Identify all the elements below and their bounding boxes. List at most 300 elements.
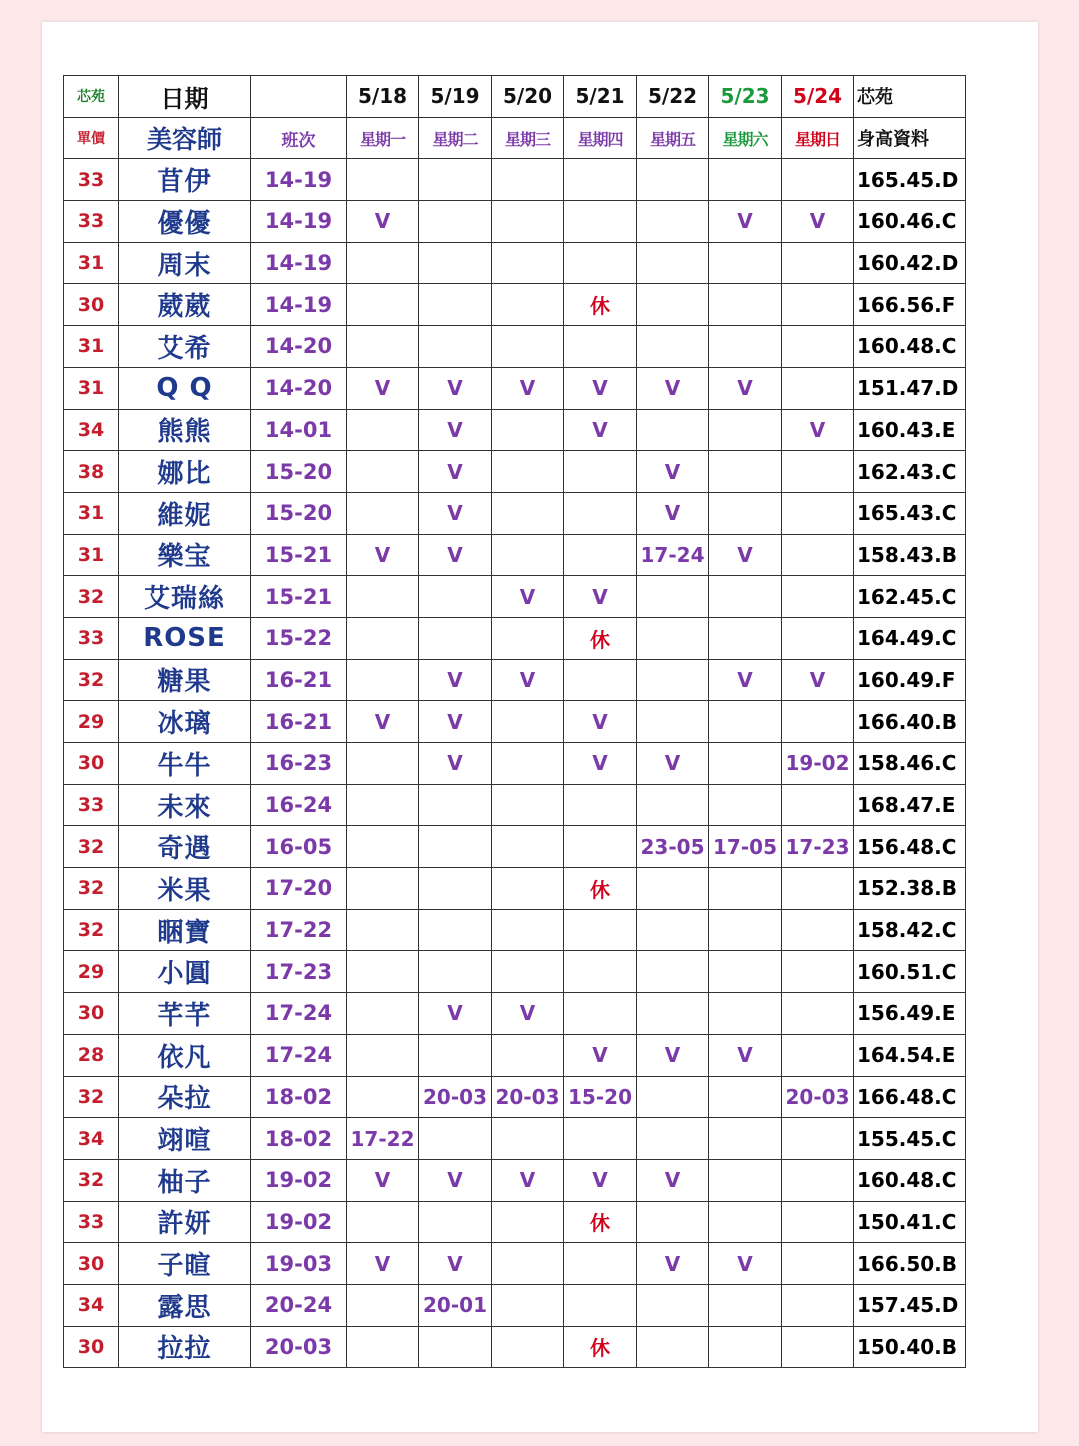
schedule-cell: [564, 1284, 637, 1326]
table-row: [64, 1118, 966, 1160]
price-cell: 33: [64, 1201, 119, 1243]
shift-cell: 14-20: [251, 326, 347, 368]
beautician-name-cell: 米果: [119, 868, 251, 910]
schedule-cell: [782, 617, 854, 659]
table-row: [64, 1201, 966, 1243]
beautician-name-cell: 子暄: [119, 1243, 251, 1285]
height-cell: 156.48.C: [854, 826, 966, 868]
table-row: [64, 617, 966, 659]
schedule-cell: [419, 909, 492, 951]
schedule-cell: V: [492, 576, 564, 618]
table-row: [64, 784, 966, 826]
shift-cell: 15-21: [251, 576, 347, 618]
schedule-cell: V: [419, 451, 492, 493]
schedule-cell: [492, 284, 564, 326]
table-row: [64, 868, 966, 910]
day-header-4: 星期四: [564, 117, 637, 159]
schedule-cell: [347, 743, 419, 785]
schedule-cell: [492, 1118, 564, 1160]
schedule-cell: [782, 909, 854, 951]
schedule-cell: V: [637, 492, 709, 534]
shift-cell: 14-19: [251, 242, 347, 284]
beautician-name-cell: 拉拉: [119, 1326, 251, 1368]
schedule-cell: [637, 159, 709, 201]
beautician-name-cell: 艾瑞絲: [119, 576, 251, 618]
schedule-cell: [564, 659, 637, 701]
table-row: [64, 951, 966, 993]
day-header-1: 星期一: [347, 117, 419, 159]
schedule-cell: [492, 201, 564, 243]
beautician-name-cell: 芊芊: [119, 993, 251, 1035]
schedule-cell: V: [709, 534, 782, 576]
beautician-name-cell: 未來: [119, 784, 251, 826]
schedule-cell: [709, 1201, 782, 1243]
shift-cell: 18-02: [251, 1076, 347, 1118]
price-cell: 33: [64, 159, 119, 201]
schedule-cell: [564, 159, 637, 201]
beautician-name-cell: 牛牛: [119, 743, 251, 785]
schedule-cell: [782, 1201, 854, 1243]
schedule-cell: [782, 492, 854, 534]
schedule-cell: V: [564, 1159, 637, 1201]
schedule-cell: [347, 826, 419, 868]
schedule-cell: V: [492, 993, 564, 1035]
schedule-cell: [419, 1201, 492, 1243]
price-cell: 32: [64, 1159, 119, 1201]
schedule-cell: [709, 492, 782, 534]
price-cell: 31: [64, 367, 119, 409]
schedule-cell: [782, 367, 854, 409]
shift-cell: 14-19: [251, 159, 347, 201]
price-cell: 28: [64, 1034, 119, 1076]
schedule-cell: [709, 451, 782, 493]
price-cell: 30: [64, 284, 119, 326]
date-label: 日期: [119, 76, 251, 118]
price-cell: 33: [64, 201, 119, 243]
schedule-cell: [419, 242, 492, 284]
schedule-cell: 19-02: [782, 743, 854, 785]
price-cell: 30: [64, 743, 119, 785]
day-header-5: 星期五: [637, 117, 709, 159]
schedule-cell: [492, 1243, 564, 1285]
schedule-cell: V: [564, 743, 637, 785]
schedule-cell: [564, 201, 637, 243]
schedule-cell: V: [709, 201, 782, 243]
price-cell: 32: [64, 1076, 119, 1118]
schedule-cell: [709, 1076, 782, 1118]
beautician-name-cell: 優優: [119, 201, 251, 243]
price-cell: 29: [64, 951, 119, 993]
shift-cell: 19-02: [251, 1159, 347, 1201]
height-cell: 162.45.C: [854, 576, 966, 618]
price-cell: 32: [64, 909, 119, 951]
schedule-cell: [782, 1326, 854, 1368]
schedule-cell: [709, 784, 782, 826]
schedule-cell: V: [347, 534, 419, 576]
schedule-cell: [419, 1034, 492, 1076]
table-row: [64, 701, 966, 743]
shift-cell: 19-02: [251, 1201, 347, 1243]
schedule-cell: V: [782, 409, 854, 451]
schedule-cell: [709, 701, 782, 743]
beautician-name-cell: 苜伊: [119, 159, 251, 201]
schedule-cell: [782, 242, 854, 284]
schedule-cell: V: [637, 1243, 709, 1285]
beautician-name-cell: 依凡: [119, 1034, 251, 1076]
price-cell: 38: [64, 451, 119, 493]
schedule-cell: [347, 993, 419, 1035]
schedule-cell: V: [637, 1159, 709, 1201]
height-cell: 166.40.B: [854, 701, 966, 743]
schedule-cell: [347, 1076, 419, 1118]
schedule-cell: [564, 492, 637, 534]
schedule-cell: [709, 242, 782, 284]
price-cell: 29: [64, 701, 119, 743]
schedule-cell: [492, 743, 564, 785]
date-header-2: 5/19: [419, 76, 492, 118]
schedule-cell: V: [564, 367, 637, 409]
shift-cell: 17-20: [251, 868, 347, 910]
schedule-cell: [419, 826, 492, 868]
schedule-cell: 17-22: [347, 1118, 419, 1160]
height-cell: 158.42.C: [854, 909, 966, 951]
beautician-name-cell: 娜比: [119, 451, 251, 493]
schedule-cell: V: [347, 1243, 419, 1285]
beautician-name-cell: 翊喧: [119, 1118, 251, 1160]
schedule-cell: [492, 534, 564, 576]
schedule-cell: 15-20: [564, 1076, 637, 1118]
schedule-cell: [709, 409, 782, 451]
schedule-cell: 休: [564, 284, 637, 326]
height-cell: 150.40.B: [854, 1326, 966, 1368]
schedule-cell: 休: [564, 1201, 637, 1243]
schedule-cell: [637, 909, 709, 951]
schedule-cell: V: [637, 451, 709, 493]
height-cell: 164.54.E: [854, 1034, 966, 1076]
schedule-cell: [782, 784, 854, 826]
price-cell: 31: [64, 242, 119, 284]
price-cell: 33: [64, 617, 119, 659]
schedule-cell: [782, 1118, 854, 1160]
shift-cell: 14-20: [251, 367, 347, 409]
shift-cell: 17-23: [251, 951, 347, 993]
schedule-cell: [564, 1118, 637, 1160]
schedule-cell: [492, 868, 564, 910]
schedule-cell: [492, 1034, 564, 1076]
schedule-cell: [492, 326, 564, 368]
schedule-cell: [709, 617, 782, 659]
beautician-name-cell: 樂宝: [119, 534, 251, 576]
schedule-cell: [637, 868, 709, 910]
schedule-cell: 休: [564, 868, 637, 910]
schedule-cell: 20-03: [419, 1076, 492, 1118]
price-cell: 30: [64, 1326, 119, 1368]
schedule-cell: V: [419, 743, 492, 785]
schedule-cell: [564, 326, 637, 368]
height-cell: 152.38.B: [854, 868, 966, 910]
table-row: [64, 993, 966, 1035]
schedule-cell: V: [419, 659, 492, 701]
schedule-cell: [564, 451, 637, 493]
schedule-table: [63, 75, 966, 1368]
table-row: [64, 409, 966, 451]
schedule-cell: [419, 201, 492, 243]
schedule-cell: V: [419, 534, 492, 576]
schedule-cell: V: [492, 659, 564, 701]
height-cell: 160.51.C: [854, 951, 966, 993]
schedule-cell: V: [637, 1034, 709, 1076]
schedule-cell: [347, 784, 419, 826]
schedule-cell: 20-03: [782, 1076, 854, 1118]
table-row: [64, 242, 966, 284]
shift-cell: 16-23: [251, 743, 347, 785]
date-header-5: 5/22: [637, 76, 709, 118]
table-row: [64, 201, 966, 243]
beautician-name-cell: 柚子: [119, 1159, 251, 1201]
schedule-cell: [347, 1201, 419, 1243]
shift-cell: 17-22: [251, 909, 347, 951]
date-header-6: 5/23: [709, 76, 782, 118]
schedule-cell: 17-24: [637, 534, 709, 576]
schedule-cell: [419, 576, 492, 618]
schedule-cell: [492, 409, 564, 451]
schedule-cell: [564, 1243, 637, 1285]
price-cell: 31: [64, 492, 119, 534]
schedule-cell: [492, 784, 564, 826]
schedule-cell: [419, 1118, 492, 1160]
schedule-cell: [709, 909, 782, 951]
shift-cell: 16-05: [251, 826, 347, 868]
shift-cell: 15-20: [251, 492, 347, 534]
price-cell: 32: [64, 826, 119, 868]
header-row-days: [64, 117, 966, 159]
schedule-cell: [782, 951, 854, 993]
shift-cell: 19-03: [251, 1243, 347, 1285]
schedule-cell: 20-01: [419, 1284, 492, 1326]
height-cell: 160.42.D: [854, 242, 966, 284]
schedule-cell: V: [347, 201, 419, 243]
schedule-cell: [492, 242, 564, 284]
schedule-cell: [709, 1159, 782, 1201]
schedule-cell: [347, 1326, 419, 1368]
schedule-cell: [637, 617, 709, 659]
schedule-cell: [347, 451, 419, 493]
shift-cell: 16-24: [251, 784, 347, 826]
schedule-cell: [419, 159, 492, 201]
table-row: [64, 159, 966, 201]
height-cell: 158.43.B: [854, 534, 966, 576]
shift-cell: 15-22: [251, 617, 347, 659]
schedule-cell: [347, 659, 419, 701]
schedule-cell: V: [419, 492, 492, 534]
shift-cell: 16-21: [251, 701, 347, 743]
height-cell: 160.46.C: [854, 201, 966, 243]
schedule-cell: [637, 1201, 709, 1243]
price-cell: 32: [64, 868, 119, 910]
schedule-cell: [782, 1243, 854, 1285]
schedule-cell: V: [419, 701, 492, 743]
shift-cell: 20-24: [251, 1284, 347, 1326]
schedule-cell: [637, 659, 709, 701]
schedule-cell: [782, 576, 854, 618]
price-cell: 32: [64, 576, 119, 618]
schedule-cell: V: [419, 409, 492, 451]
schedule-sheet: [42, 22, 1038, 1432]
table-row: [64, 534, 966, 576]
price-cell: 34: [64, 1284, 119, 1326]
schedule-cell: V: [419, 367, 492, 409]
schedule-cell: 17-05: [709, 826, 782, 868]
schedule-cell: [564, 826, 637, 868]
schedule-cell: 休: [564, 1326, 637, 1368]
shift-cell: 15-21: [251, 534, 347, 576]
height-cell: 151.47.D: [854, 367, 966, 409]
schedule-cell: [492, 1201, 564, 1243]
schedule-cell: [709, 576, 782, 618]
schedule-cell: [492, 909, 564, 951]
table-row: [64, 659, 966, 701]
schedule-cell: 20-03: [492, 1076, 564, 1118]
schedule-cell: [709, 1326, 782, 1368]
shift-cell: 20-03: [251, 1326, 347, 1368]
price-cell: 34: [64, 409, 119, 451]
schedule-cell: [492, 826, 564, 868]
date-header-3: 5/20: [492, 76, 564, 118]
schedule-cell: V: [637, 743, 709, 785]
schedule-cell: [709, 743, 782, 785]
schedule-cell: [347, 1034, 419, 1076]
beautician-name-cell: 睏寶: [119, 909, 251, 951]
schedule-cell: V: [709, 1243, 782, 1285]
header-row-dates: [64, 76, 966, 118]
height-cell: 165.43.C: [854, 492, 966, 534]
schedule-cell: [492, 701, 564, 743]
schedule-cell: V: [709, 367, 782, 409]
day-header-7: 星期日: [782, 117, 854, 159]
price-cell: 32: [64, 659, 119, 701]
schedule-cell: [419, 951, 492, 993]
schedule-cell: [782, 993, 854, 1035]
schedule-cell: V: [782, 659, 854, 701]
shift-cell: 14-01: [251, 409, 347, 451]
schedule-cell: [709, 326, 782, 368]
height-cell: 157.45.D: [854, 1284, 966, 1326]
schedule-cell: [347, 492, 419, 534]
schedule-cell: V: [419, 993, 492, 1035]
schedule-cell: [709, 868, 782, 910]
schedule-cell: [419, 1326, 492, 1368]
height-cell: 156.49.E: [854, 993, 966, 1035]
schedule-cell: [347, 617, 419, 659]
schedule-cell: [709, 951, 782, 993]
schedule-cell: [492, 159, 564, 201]
schedule-cell: V: [637, 367, 709, 409]
schedule-cell: [564, 909, 637, 951]
schedule-cell: [492, 451, 564, 493]
schedule-cell: [637, 1076, 709, 1118]
beautician-name-cell: 冰璃: [119, 701, 251, 743]
beautician-name-cell: 艾希: [119, 326, 251, 368]
height-cell: 158.46.C: [854, 743, 966, 785]
beautician-name-cell: 小圓: [119, 951, 251, 993]
header-blank-cell: [251, 76, 347, 118]
height-cell: 166.50.B: [854, 1243, 966, 1285]
schedule-cell: [637, 284, 709, 326]
schedule-cell: [492, 1326, 564, 1368]
height-cell: 165.45.D: [854, 159, 966, 201]
schedule-cell: [637, 951, 709, 993]
price-cell: 30: [64, 993, 119, 1035]
schedule-cell: [419, 326, 492, 368]
price-cell: 33: [64, 784, 119, 826]
schedule-cell: [419, 784, 492, 826]
schedule-cell: [637, 201, 709, 243]
schedule-cell: [347, 576, 419, 618]
table-row: [64, 451, 966, 493]
shift-cell: 14-19: [251, 201, 347, 243]
beautician-name-cell: 維妮: [119, 492, 251, 534]
shift-label: 班次: [251, 117, 347, 159]
schedule-cell: [637, 326, 709, 368]
schedule-cell: V: [564, 1034, 637, 1076]
price-cell: 30: [64, 1243, 119, 1285]
beautician-name-cell: ROSE: [119, 617, 251, 659]
table-row: [64, 326, 966, 368]
schedule-cell: [782, 701, 854, 743]
height-cell: 162.43.C: [854, 451, 966, 493]
table-row: [64, 1034, 966, 1076]
beautician-name-cell: 許妍: [119, 1201, 251, 1243]
schedule-cell: [492, 1284, 564, 1326]
schedule-cell: [419, 284, 492, 326]
schedule-cell: [347, 159, 419, 201]
beautician-name-cell: Q Q: [119, 367, 251, 409]
table-row: [64, 367, 966, 409]
date-header-7: 5/24: [782, 76, 854, 118]
table-row: [64, 492, 966, 534]
height-cell: 160.43.E: [854, 409, 966, 451]
schedule-cell: V: [709, 659, 782, 701]
schedule-cell: [637, 576, 709, 618]
schedule-cell: V: [419, 1243, 492, 1285]
height-cell: 150.41.C: [854, 1201, 966, 1243]
price-label: 單價: [64, 117, 119, 159]
shift-cell: 16-21: [251, 659, 347, 701]
schedule-cell: 23-05: [637, 826, 709, 868]
schedule-cell: [492, 951, 564, 993]
table-row: [64, 1243, 966, 1285]
schedule-cell: [564, 784, 637, 826]
table-row: [64, 826, 966, 868]
height-cell: 166.56.F: [854, 284, 966, 326]
schedule-cell: [347, 909, 419, 951]
schedule-cell: [564, 993, 637, 1035]
shift-cell: 18-02: [251, 1118, 347, 1160]
schedule-cell: V: [564, 701, 637, 743]
height-cell: 160.48.C: [854, 1159, 966, 1201]
day-header-2: 星期二: [419, 117, 492, 159]
schedule-cell: [637, 993, 709, 1035]
schedule-cell: [347, 284, 419, 326]
schedule-cell: [637, 1118, 709, 1160]
schedule-cell: V: [564, 409, 637, 451]
date-header-4: 5/21: [564, 76, 637, 118]
schedule-cell: V: [347, 367, 419, 409]
height-cell: 166.48.C: [854, 1076, 966, 1118]
day-header-6: 星期六: [709, 117, 782, 159]
schedule-cell: [782, 534, 854, 576]
schedule-cell: [347, 409, 419, 451]
